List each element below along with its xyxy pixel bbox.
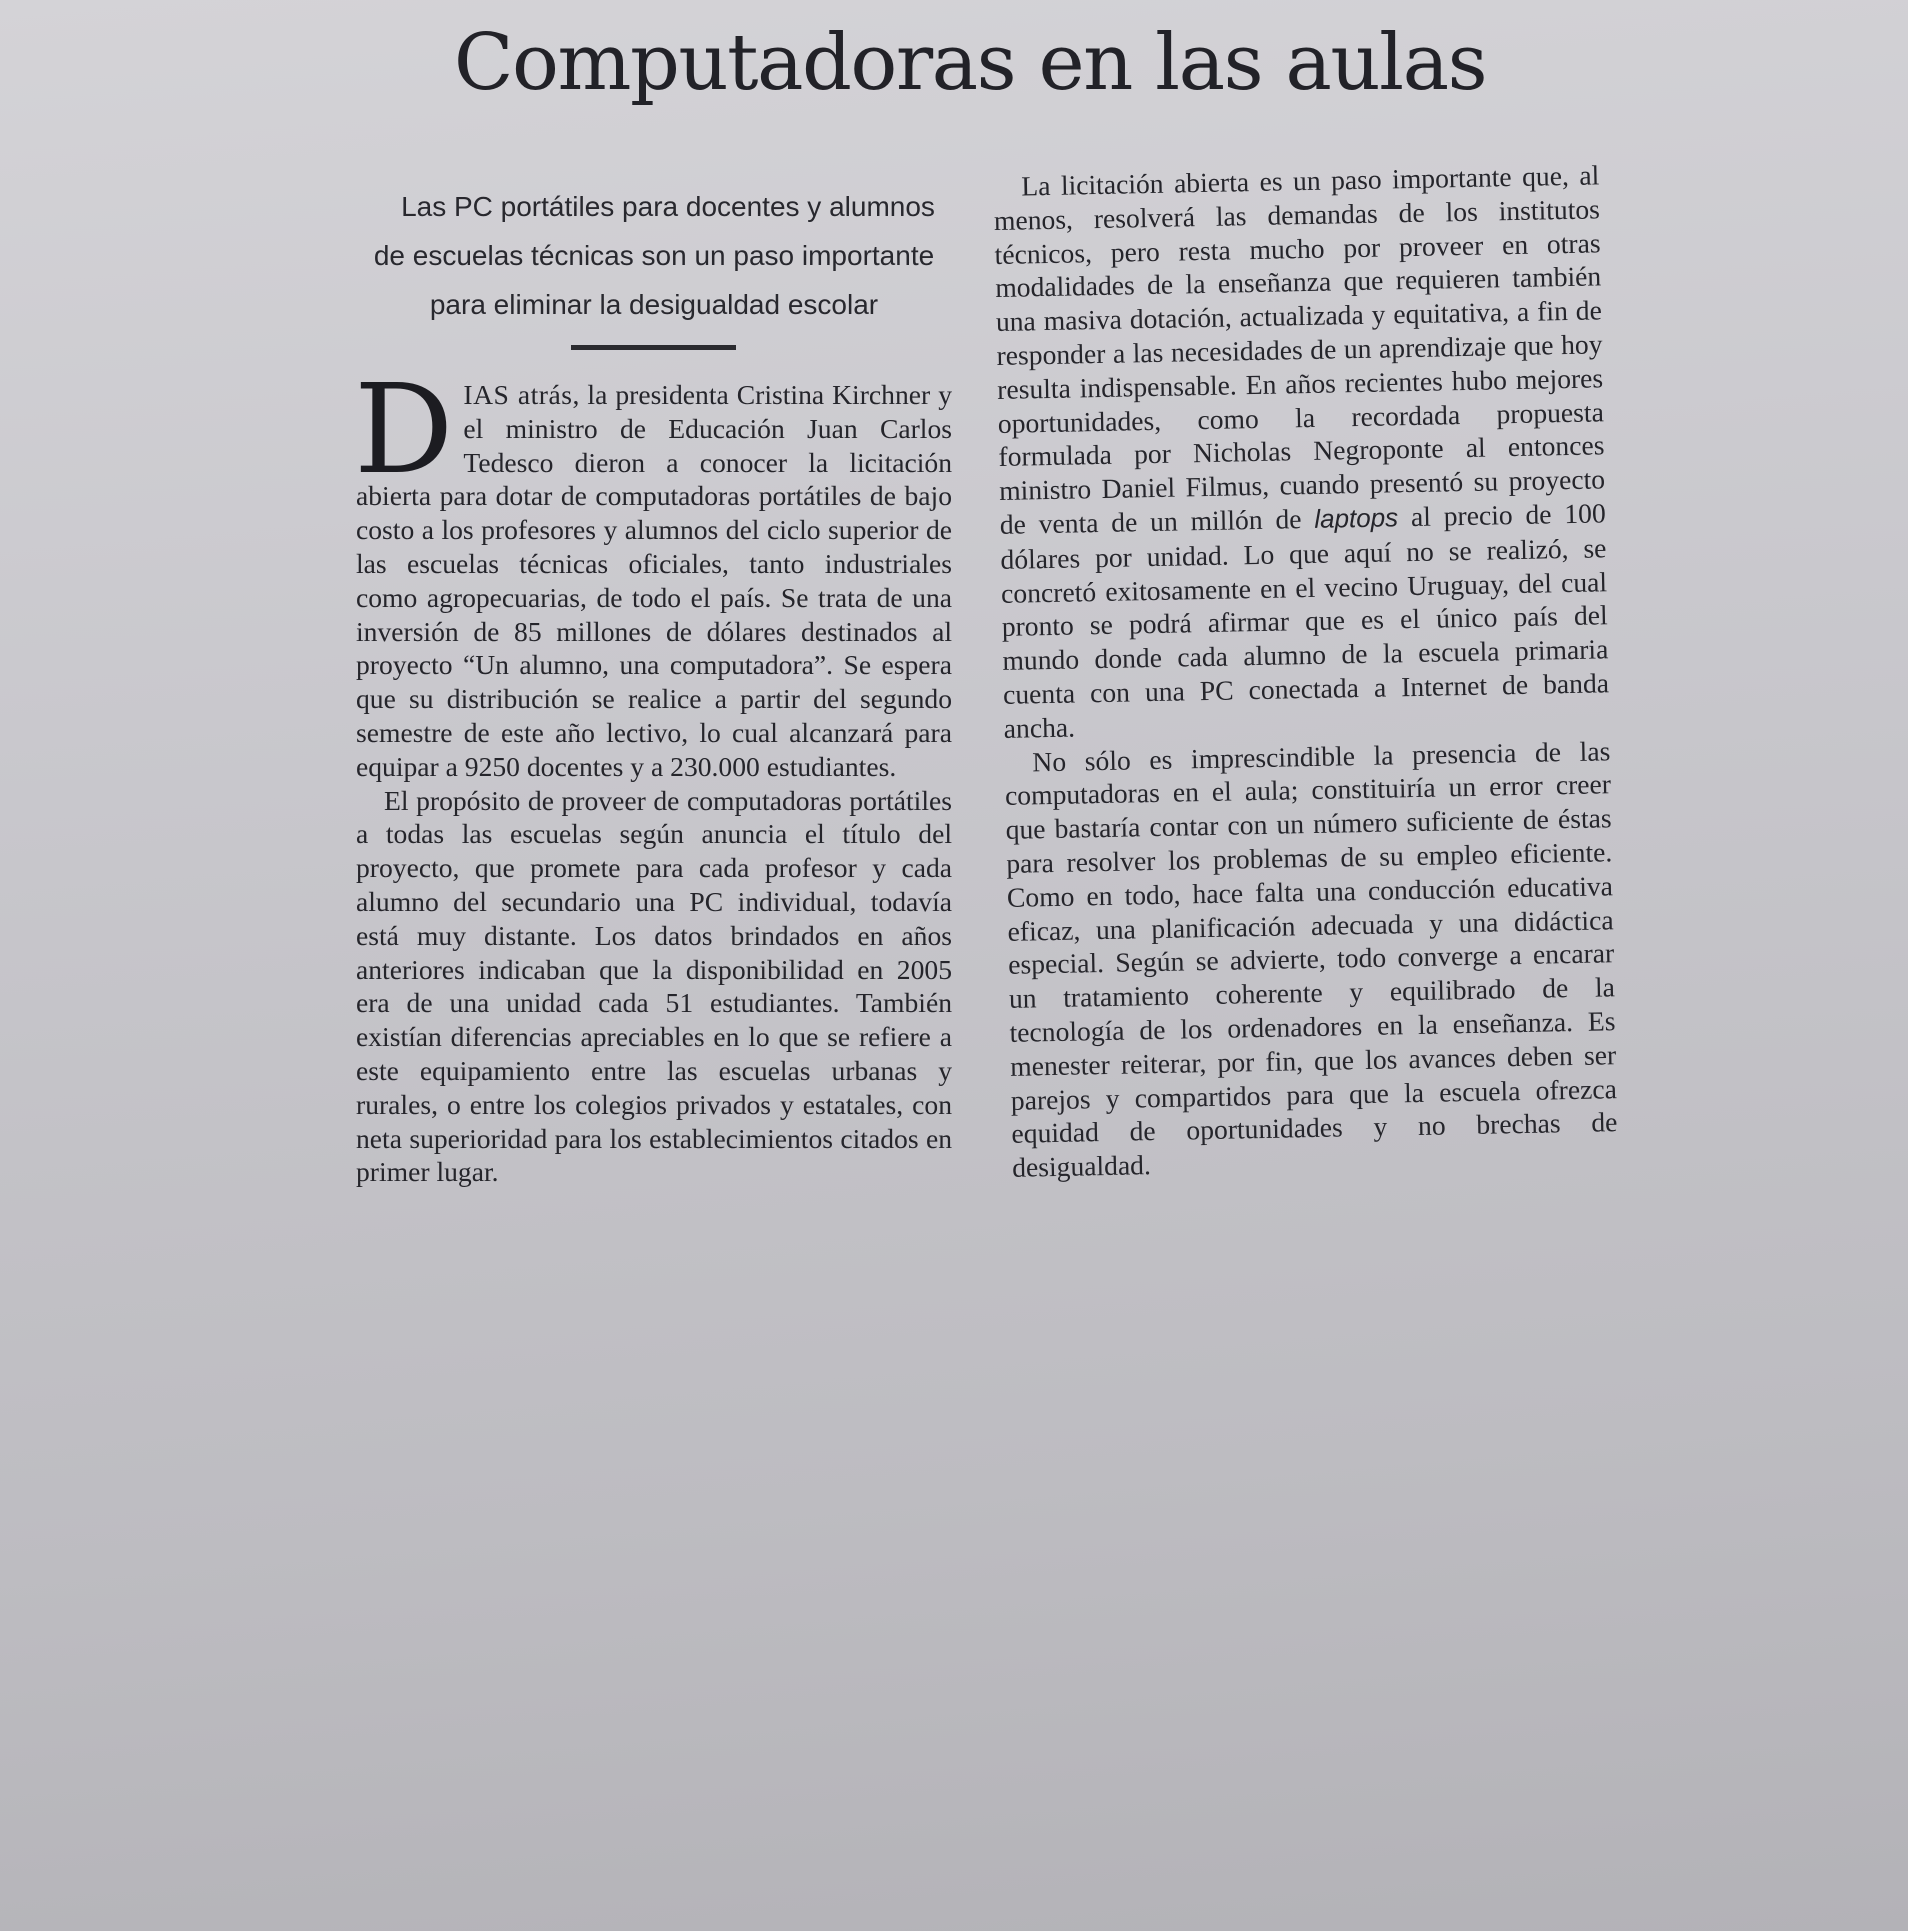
column-right — [993, 158, 1618, 1184]
paragraph-3-text-end: al precio de 100 dólares por unidad. Lo que aquí no se realizó, se concretó exitosamente en el vecino Uruguay, del cual pronto se podrá afirmar que es el único país del mundo donde cada alumno de la escuela primaria cuenta con una PC conectada a Internet de banda ancha. — [1000, 497, 1610, 744]
deck-divider — [571, 345, 736, 350]
deck-subtitle: Las PC portátiles para docentes y alumnos de escuelas técnicas son un paso importante para eliminar la desigualdad escolar — [373, 191, 935, 320]
paragraph-1-text: , la presidenta Cristina Kirchner y el ministro de Educación Juan Carlos Tedesco dieron a conocer la licitación abierta para dotar de computadoras portátiles de bajo costo a los profesores y alumnos del ciclo superior de las escuelas técnicas oficiales, tanto industriales como agropecuarias, de todo el país. Se trata de una inversión de 85 millones de dólares destinados al proyecto “Un alumno, una computadora”. Se espera que su distribución se realice a partir del segundo semestre de este año lectivo, lo cual alcanzará para equipar a 9250 docentes y a 230.000 estudiantes. — [356, 379, 953, 782]
lead-in: IAS atrás — [463, 379, 573, 410]
paragraph-1 — [354, 358, 953, 784]
paragraph-3-text-start: La licitación abierta es un paso importante que, al menos, resolverá las demandas de los institutos técnicos, pero resta mucho por proveer en otras modalidades de la enseñanza que requieren también una masiva dotación, actualizada y equitativa, a fin de responder a las necesidades de un aprendizaje que hoy resulta indispensable. En años recientes hubo mejores oportunidades, como la recordada propuesta formulada por Nicholas Negroponte al entonces ministro Daniel Filmus, cuando presentó su proyecto de venta de un millón de — [993, 159, 1606, 540]
drop-cap: D — [354, 358, 454, 502]
headline: Computadoras en las aulas — [453, 18, 1487, 108]
paragraph-4: No sólo es imprescindible la presencia de las computadoras en el aula; constituiría un error creer que bastaría contar con un número suficiente de éstas para resolver los problemas de su empleo eficiente. Como en todo, hace falta una conducción educativa eficaz, una planificación adecuada y una didáctica especial. Según se advierte, todo converge a encarar un tratamiento coherente y equilibrado de la tecnología de los ordenadores en la enseñanza. Es menester reiterar, por fin, que los avances deben ser parejos y compartidos para que la escuela ofrezca equidad de oportunidades y no brechas de desigualdad. — [1004, 734, 1618, 1183]
paragraph-3 — [993, 158, 1610, 745]
paragraph-2: El propósito de proveer de computadoras portátiles a todas las escuelas según anuncia el título del proyecto, que promete para cada profesor y cada alumno del secundario una PC individual, todavía está muy distante. Los datos brindados en años anteriores indicaban que la disponibilidad en 2005 era de una unidad cada 51 estudiantes. También existían diferencias apreciables en lo que se refiere a este equipamiento entre las escuelas urbanas y rurales, o entre los colegios privados y estatales, con neta superioridad para los establecimientos citados en primer lugar. — [356, 784, 952, 1188]
italic-term: laptops — [1313, 502, 1399, 534]
column-left — [354, 358, 953, 1189]
